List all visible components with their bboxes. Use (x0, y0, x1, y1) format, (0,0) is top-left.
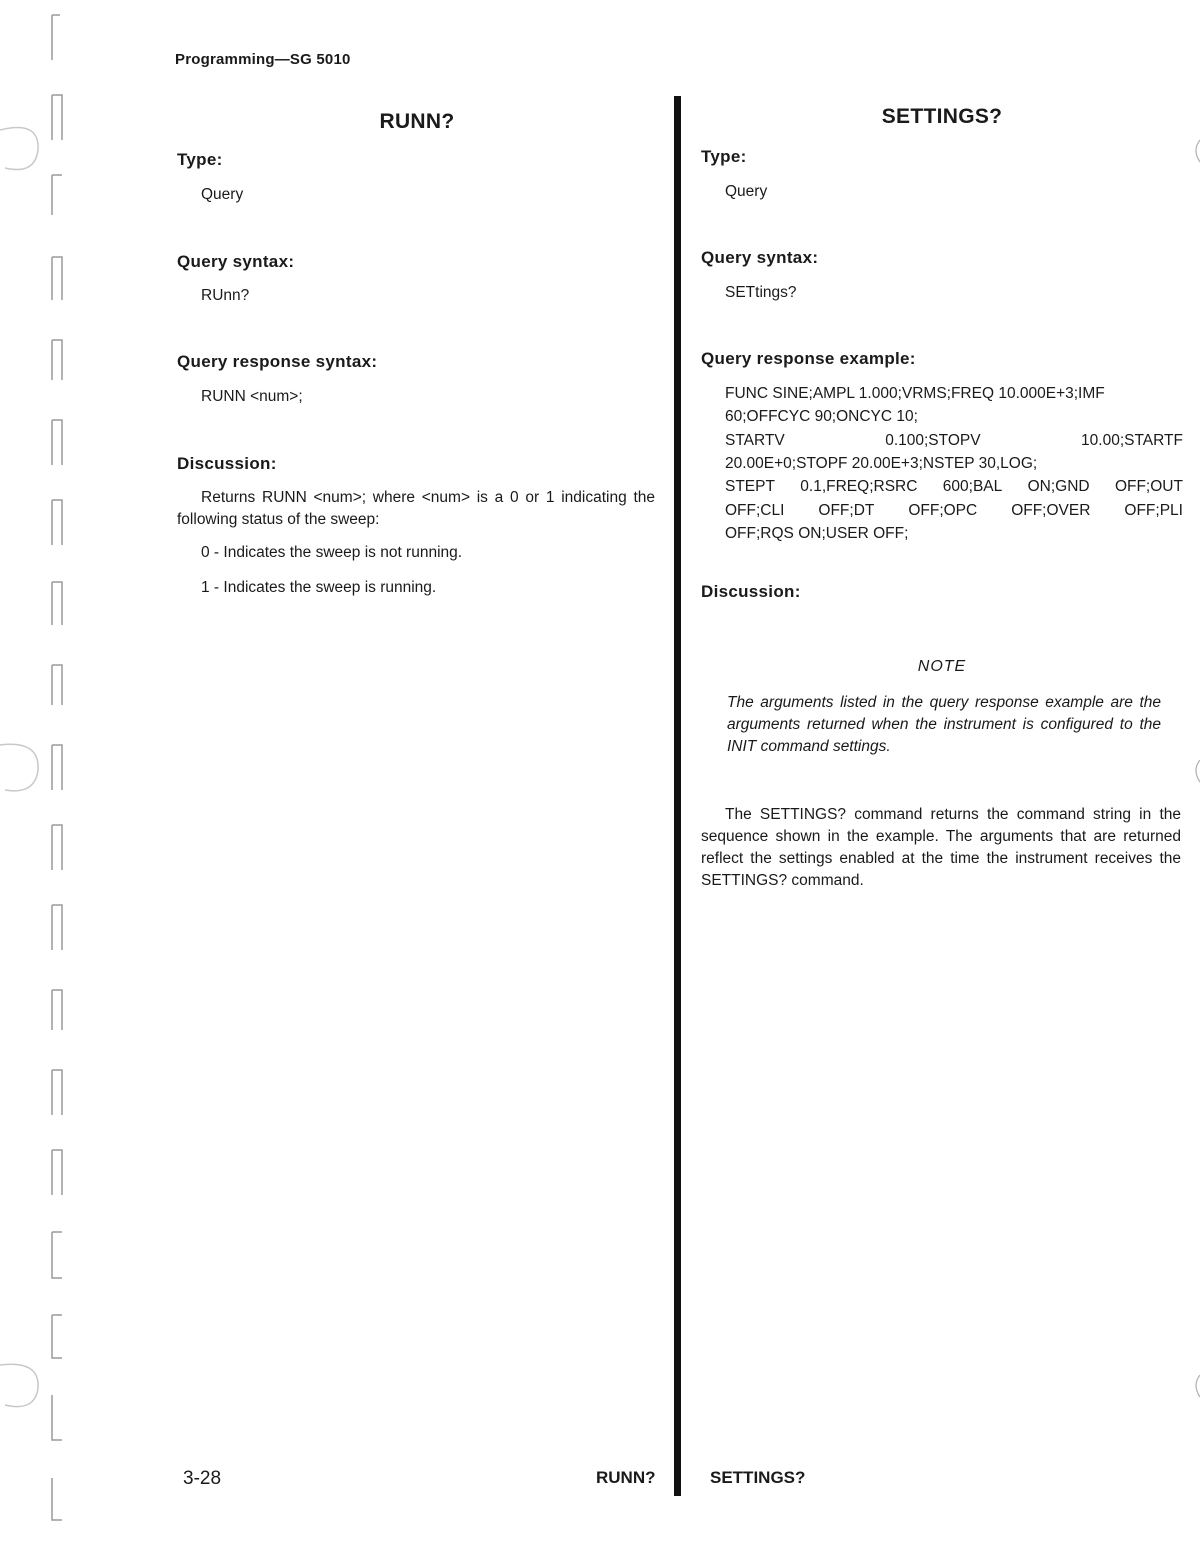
runn-syntax-value: RUnn? (201, 287, 250, 304)
example-token: FUNC SINE;AMPL 1.000;VRMS;FREQ 10.000E+3;IMF (725, 385, 1105, 402)
example-token: OFF;CLI (725, 501, 785, 519)
example-token: 600;BAL (942, 478, 1003, 496)
footer-right-label: SETTINGS? (710, 1468, 806, 1487)
example-token: 10.00;STARTF (1081, 431, 1183, 449)
settings-discussion-text: The SETTINGS? command returns the command string in the sequence shown in the example. The arguments that are returned reflect the settings enabled at the time the instrument receives the SETTINGS? command. (701, 806, 1181, 889)
page-number: 3-28 (183, 1468, 222, 1489)
example-line (725, 430, 1183, 453)
example-token: OFF;DT (818, 501, 875, 519)
example-token: OFF;OVER (1011, 501, 1091, 519)
example-token: STEPT (725, 478, 775, 496)
runn-discussion-text: Returns RUNN <num>; where <num> is a 0 or 1 indicating the following status of the sweep: (177, 489, 655, 528)
runn-status-item-1: 1 - Indicates the sweep is running. (201, 579, 437, 596)
example-token: ON;GND (1027, 478, 1090, 496)
runn-type-heading: Type: (177, 150, 223, 169)
example-token: 20.00E+0;STOPF 20.00E+3;NSTEP 30,LOG; (725, 454, 1038, 472)
example-token: 60;OFFCYC 90;ONCYC 10; (725, 408, 918, 426)
settings-syntax-value: SETtings? (725, 284, 797, 301)
note-title: NOTE (917, 658, 967, 675)
settings-syntax-heading: Query syntax: (701, 248, 819, 267)
runn-type-value: Query (201, 186, 244, 203)
settings-title: SETTINGS? (881, 105, 1003, 128)
settings-discussion-heading: Discussion: (701, 582, 801, 601)
binder-right-marks (1190, 0, 1200, 1568)
runn-discussion-heading: Discussion: (177, 454, 277, 473)
runn-syntax-heading: Query syntax: (177, 252, 295, 271)
example-line (725, 500, 1183, 523)
binder-edge-marks (0, 0, 80, 1568)
example-token: 0.1,FREQ;RSRC (800, 478, 918, 496)
settings-example-heading: Query response example: (701, 349, 916, 368)
example-line (725, 453, 1183, 476)
example-token: OFF;PLI (1124, 501, 1183, 519)
runn-title: RUNN? (379, 110, 455, 133)
column-divider (674, 96, 681, 1496)
settings-type-heading: Type: (701, 147, 747, 166)
example-line (725, 523, 1183, 546)
page-header: Programming—SG 5010 (175, 51, 351, 68)
note-text: The arguments listed in the query response example are the arguments returned when the instrument is configured to the INIT command settings. (727, 694, 1161, 755)
runn-response-heading: Query response syntax: (177, 352, 378, 371)
example-token: OFF;RQS ON;USER OFF; (725, 524, 909, 542)
example-line (725, 406, 1183, 429)
example-token: OFF;OPC (908, 501, 978, 519)
runn-response-value: RUNN <num>; (201, 388, 303, 405)
example-token: STARTV (725, 431, 785, 449)
example-token: 0.100;STOPV (885, 431, 981, 449)
example-line (725, 476, 1183, 499)
footer-left-label: RUNN? (596, 1468, 656, 1487)
runn-status-item-0: 0 - Indicates the sweep is not running. (201, 544, 463, 561)
example-token: OFF;OUT (1114, 478, 1183, 496)
settings-type-value: Query (725, 183, 768, 200)
example-line (725, 383, 1183, 406)
